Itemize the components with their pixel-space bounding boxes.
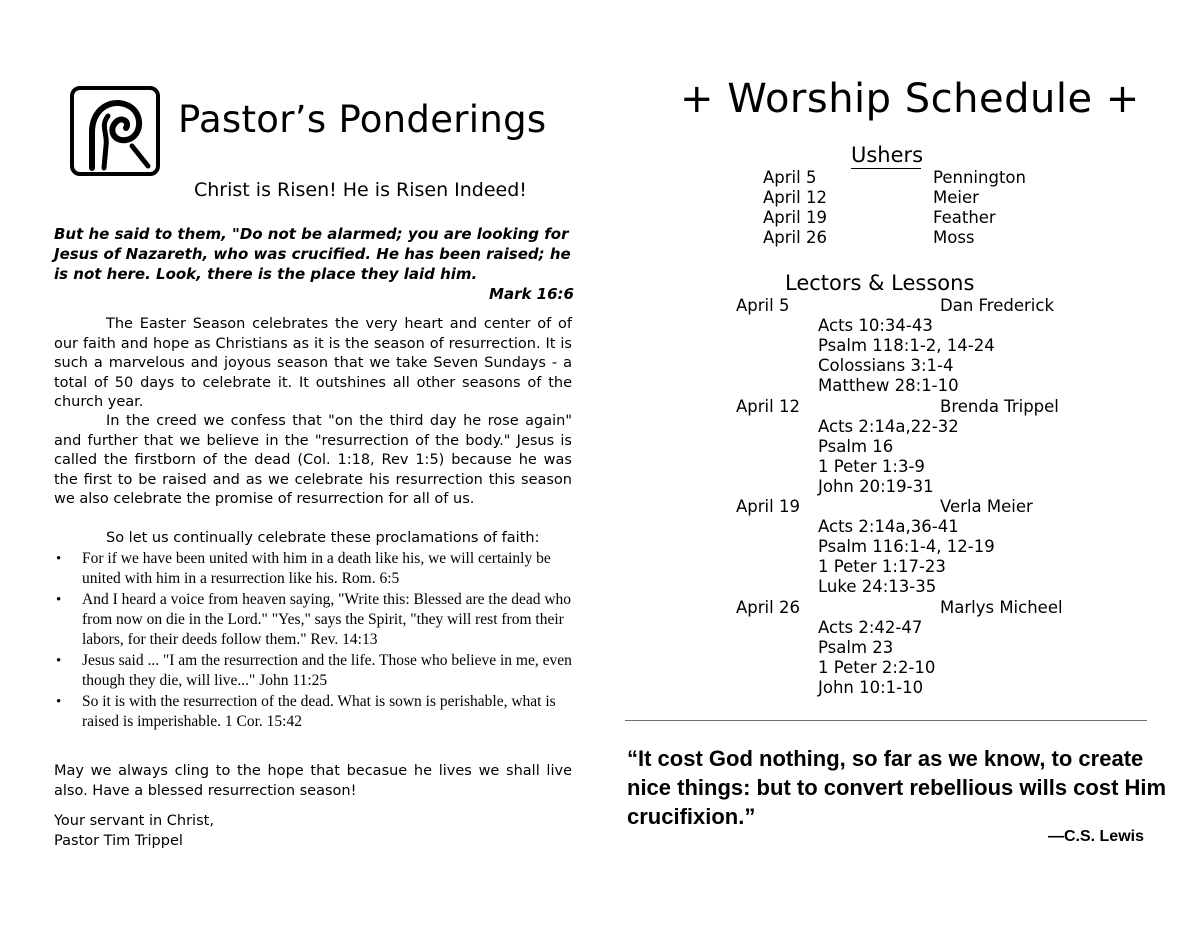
quote-attribution: —C.S. Lewis: [1047, 828, 1144, 845]
usher-date: April 19: [763, 208, 827, 227]
lesson-item: 1 Peter 1:3-9: [818, 457, 925, 476]
lector-date: April 12: [736, 397, 800, 416]
closing-paragraph: May we always cling to the hope that becasue he lives we shall live also. Have a blessed resurrection season!: [54, 763, 572, 799]
lesson-item: Acts 10:34-43: [818, 316, 933, 335]
paragraph: So let us continually celebrate these proclamations of faith:: [106, 530, 540, 546]
bullet-list: [54, 549, 572, 733]
list-item: • For if we have been united with him in a death like his, we will certainly be united with him in a resurrection like his. Rom. 6:5: [54, 549, 572, 589]
lector-date: April 19: [736, 497, 800, 516]
shepherd-crook-icon: [70, 86, 160, 176]
list-item: • Jesus said ... "I am the resurrection and the life. Those who believe in me, even though they die, will live..." John 11:25: [54, 651, 572, 691]
ushers-heading: Ushers: [851, 143, 924, 167]
lesson-item: Acts 2:42-47: [818, 618, 923, 637]
lector-date: April 26: [736, 598, 800, 617]
lesson-item: John 20:19-31: [818, 477, 934, 496]
lector-date: April 5: [736, 296, 790, 315]
lector-name: Brenda Trippel: [940, 397, 1059, 416]
lesson-item: Luke 24:13-35: [818, 577, 937, 596]
usher-name: Pennington: [933, 168, 1026, 187]
quote: “It cost God nothing, so far as we know, to create nice things: but to convert rebellious wills cost Him crucifixion.”: [627, 746, 1167, 829]
lesson-item: Psalm 23: [818, 638, 894, 657]
lesson-item: Psalm 16: [818, 437, 894, 456]
subtitle: Christ is Risen! He is Risen Indeed!: [194, 179, 527, 201]
usher-name: Moss: [933, 228, 975, 247]
lector-name: Verla Meier: [940, 497, 1033, 516]
lesson-item: Psalm 118:1-2, 14-24: [818, 336, 995, 355]
signoff: Your servant in Christ,: [54, 813, 214, 829]
signature-block: [54, 812, 214, 851]
divider: [851, 168, 921, 169]
usher-name: Meier: [933, 188, 979, 207]
lesson-item: Psalm 116:1-4, 12-19: [818, 537, 995, 556]
paragraph: The Easter Season celebrates the very heart and center of of our faith and hope as Christians as it is the season of resurrection. It is such a marvelous and joyous season that we take Seven Sundays - a total of 50 days to celebrate it. It outshines all other seasons of the church year.: [54, 316, 572, 410]
lesson-item: Acts 2:14a,36-41: [818, 517, 959, 536]
lesson-item: Colossians 3:1-4: [818, 356, 954, 375]
usher-date: April 26: [763, 228, 827, 247]
page-title: Pastor’s Ponderings: [178, 98, 547, 141]
lesson-item: Matthew 28:1-10: [818, 376, 959, 395]
scripture-reference: Mark 16:6: [489, 285, 574, 303]
schedule-title: + Worship Schedule +: [680, 76, 1140, 122]
usher-name: Feather: [933, 208, 996, 227]
usher-date: April 12: [763, 188, 827, 207]
divider: [625, 720, 1147, 721]
usher-date: April 5: [763, 168, 817, 187]
lector-name: Marlys Micheel: [940, 598, 1063, 617]
list-item: • So it is with the resurrection of the dead. What is sown is perishable, what is raised is imperishable. 1 Cor. 15:42: [54, 692, 572, 732]
scripture-quote: But he said to them, "Do not be alarmed; you are looking for Jesus of Nazareth, who was crucified. He has been raised; he is not here. Look, there is the place they laid him.: [54, 225, 571, 283]
lesson-item: 1 Peter 2:2-10: [818, 658, 936, 677]
signature: Pastor Tim Trippel: [54, 832, 183, 849]
list-item: • And I heard a voice from heaven saying, "Write this: Blessed are the dead who from now on die in the Lord." "Yes," says the Spirit, "they will rest from their labors, for their deeds follow them." Rev. 14:13: [54, 590, 572, 650]
lectors-heading: Lectors & Lessons: [785, 271, 975, 295]
paragraph: In the creed we confess that "on the third day he rose again" and further that we believe in the "resurrection of the body." Jesus is called the firstborn of the dead (Col. 1:18, Rev 1:5) because he was the first to be raised and as we celebrate his resurrection this season we also celebrate the promise of resurrection for all of us.: [54, 413, 572, 507]
lesson-item: John 10:1-10: [818, 678, 924, 697]
lesson-item: Acts 2:14a,22-32: [818, 417, 959, 436]
lesson-item: 1 Peter 1:17-23: [818, 557, 946, 576]
lector-name: Dan Frederick: [940, 296, 1055, 315]
